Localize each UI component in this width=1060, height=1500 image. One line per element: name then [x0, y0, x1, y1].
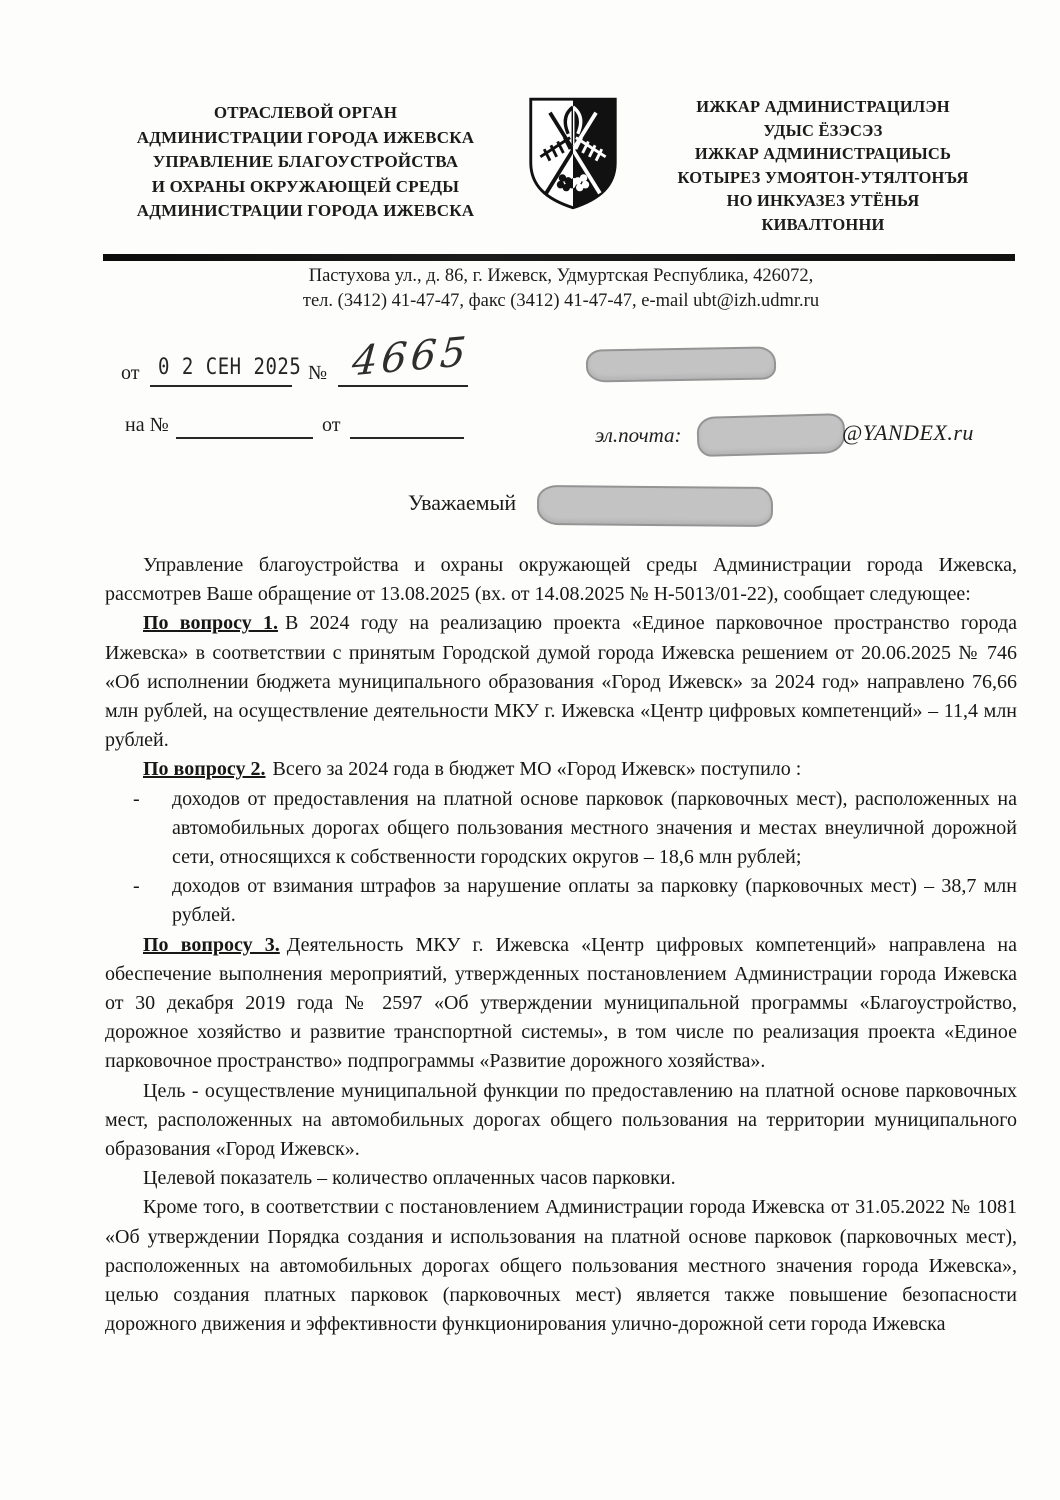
- reply-number-underline: [176, 415, 313, 439]
- reply-date-label: от: [322, 414, 341, 436]
- bullet-dash: -: [133, 787, 140, 810]
- org-name-udmurt: [633, 95, 1013, 236]
- address-line: Пастухова ул., д. 86, г. Ижевск, Удмуртская Республика, 426072,: [308, 266, 814, 286]
- reply-date-underline: [350, 415, 464, 439]
- paragraph-question-3: [105, 931, 1017, 1077]
- redaction-marker: [537, 485, 773, 527]
- paragraph-intro: Управление благоустройства и охраны окружающей среды Администрации города Ижевска, рассмотрев Ваше обращение от 13.08.2025 (вх. от 14.08.2025 № Н-5013/01-22), сообщает следующее:: [105, 554, 1017, 606]
- salutation-greeting: Уважаемый: [408, 490, 517, 515]
- org-line: ОТРАСЛЕВОЙ ОРГАН: [213, 103, 398, 122]
- question-1-label: По вопросу 1.: [143, 612, 278, 635]
- paragraph-question-1: [105, 609, 1017, 755]
- email-label: эл.почта:: [595, 423, 682, 447]
- org-line: И ОХРАНЫ ОКРУЖАЮЩЕЙ СРЕДЫ: [151, 176, 460, 196]
- letter-body: [105, 551, 1017, 1339]
- outgoing-number-label: №: [308, 362, 328, 384]
- email-domain: @YANDEX.ru: [842, 420, 974, 445]
- list-item-text: доходов от предоставления на платной основе парковок (парковочных мест), расположенных на автомобильных дорогах общего пользования местного значения и местах внеуличной дорожной сети, относящихся к собственности городских округов – 18,6 млн рублей;: [172, 787, 1017, 869]
- org-line: АДМИНИСТРАЦИИ ГОРОДА ИЖЕВСКА: [136, 127, 475, 147]
- contact-address: [105, 264, 1017, 314]
- org-line: ИЖКАР АДМИНИСТРАЦИЛЭН: [696, 97, 950, 116]
- org-line: УДЫС ЁЗЭСЭЗ: [763, 120, 883, 140]
- number-underline: [338, 363, 468, 387]
- date-underline: [150, 363, 292, 387]
- list-item: [105, 785, 1017, 873]
- outgoing-date-label: от: [121, 362, 140, 384]
- paragraph-goal: Цель - осуществление муниципальной функции по предоставлению на платной основе парковочных мест, расположенных на автомобильных дорогах общего пользования на территории муниципального образования «Город Ижевск».: [105, 1079, 1017, 1161]
- org-line: КИВАЛТОННИ: [761, 214, 885, 234]
- redaction-marker: [586, 346, 777, 382]
- org-line: ИЖКАР АДМИНИСТРАЦИЫСЬ: [694, 144, 952, 163]
- bullet-dash: -: [133, 875, 140, 898]
- org-line: УПРАВЛЕНИЕ БЛАГОУСТРОЙСТВА: [152, 152, 459, 171]
- address-line: тел. (3412) 41-47-47, факс (3412) 41-47-47, e-mail ubt@izh.udmr.ru: [302, 291, 820, 311]
- question-1-text: В 2024 году на реализацию проекта «Единое парковочное пространство города Ижевска» в соответствии с принятым Городской думой города Ижевска решением от 20.06.2025 № 746 «Об исполнении бюджета муниципального образования «Город Ижевск» за 2024 год» направлено 76,66 млн рублей, на осуществление деятельности МКУ г. Ижевска «Центр цифровых компетенций» – 11,4 млн рублей.: [105, 612, 1018, 752]
- paragraph-question-2: [105, 755, 1017, 784]
- org-name-russian: [103, 101, 508, 224]
- redaction-marker: [697, 413, 846, 457]
- org-line: НО ИНКУАЗЕЗ УТЁНЬЯ: [726, 191, 920, 210]
- reply-number-label: на №: [125, 414, 169, 436]
- list-item: [105, 872, 1017, 930]
- org-line: АДМИНИСТРАЦИИ ГОРОДА ИЖЕВСКА: [136, 201, 475, 220]
- question-3-label: По вопросу 3.: [143, 933, 280, 956]
- paragraph-target-indicator: Целевой показатель – количество оплаченных часов парковки.: [143, 1167, 676, 1190]
- question-2-label: По вопросу 2.: [143, 758, 266, 781]
- header-divider: [103, 254, 1015, 261]
- question-3-text: Деятельность МКУ г. Ижевска «Центр цифровых компетенций» направлена на обеспечение выполнения мероприятий, утвержденных постановлением Администрации города Ижевска от 30 декабря 2019 года № 2597 «Об утверждении муниципальной программы «Благоустройство, дорожное хозяйство и развитие транспортной системы», в том числе по реализация проекта «Единое парковочное пространство» подпрограммы «Развитие дорожного хозяйства».: [105, 933, 1018, 1073]
- org-line: КОТЫРЕЗ УМОЯТОН-УТЯЛТОНЪЯ: [677, 167, 969, 187]
- handwritten-number: 4665: [350, 328, 472, 386]
- list-item-text: доходов от взимания штрафов за нарушение оплаты за парковку (парковочных мест) – 38,7 млн рублей.: [172, 875, 1017, 927]
- izhevsk-coat-of-arms-icon: [525, 93, 621, 213]
- paragraph-additional: Кроме того, в соответствии с постановлением Администрации города Ижевска от 31.05.2022 № 1081 «Об утверждении Порядка создания и использования на платной основе парковок (парковочных мест), расположенных на автомобильных дорогах общего пользования местного значения города Ижевска», целью создания платных парковок (парковочных мест) является также повышение безопасности дорожного движения и эффективности функционирования улично-дорожной сети города Ижевска: [105, 1196, 1017, 1336]
- question-2-text: Всего за 2024 года в бюджет МО «Город Ижевск» поступило :: [272, 758, 802, 781]
- date-stamp: 0 2 СЕН 2025: [158, 354, 302, 380]
